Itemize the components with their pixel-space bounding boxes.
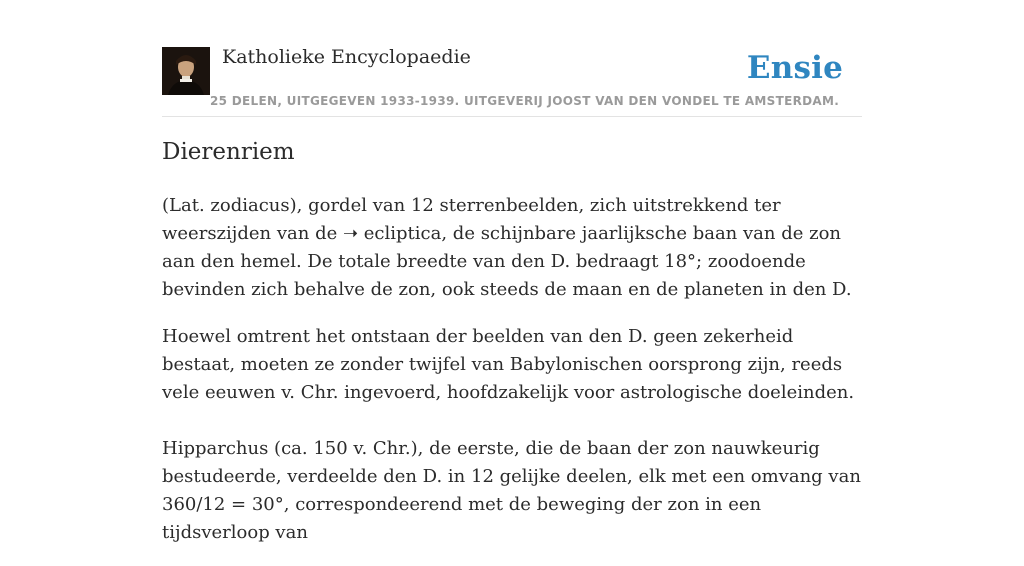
article-paragraph: Hoewel omtrent het ontstaan der beelden van den D. geen zekerheid bestaat, moeten ze zonder twijfel van Babylonischen oorsprong zijn, reeds vele eeuwen v. Chr. ingevoerd, hoofdzakelijk voor astrologische doeleinden. (162, 326, 855, 403)
page (162, 0, 862, 543)
site-subtitle: 25 DELEN, UITGEGEVEN 1933-1939. UITGEVERIJ JOOST VAN DEN VONDEL TE AMSTERDAM. (210, 94, 840, 108)
article-title: Dierenriem (162, 139, 295, 165)
article-paragraph: (Lat. zodiacus), gordel van 12 sterrenbeelden, zich uitstrekkend ter weerszijden van de ➝ ecliptica, de schijnbare jaarlijksche baan van de zon aan den hemel. De totale breedte van den D. bedraagt 18°; zoodoende bevinden zich behalve de zon, ook steeds de maan en de planeten in den D. (162, 195, 852, 300)
site-header (162, 0, 862, 117)
site-title[interactable]: Katholieke Encyclopaedie (222, 46, 471, 68)
article-body (162, 192, 864, 566)
ensie-logo[interactable]: Ensie (746, 50, 843, 86)
article-paragraph: Hipparchus (ca. 150 v. Chr.), de eerste, die de baan der zon nauwkeurig bestudeerde, verdeelde den D. in 12 gelijke deelen, elk met een omvang van 360/12 = 30°, correspondeerend met de beweging der zon in een tijdsverloop van (162, 438, 861, 543)
portrait-avatar-icon[interactable] (162, 47, 210, 95)
